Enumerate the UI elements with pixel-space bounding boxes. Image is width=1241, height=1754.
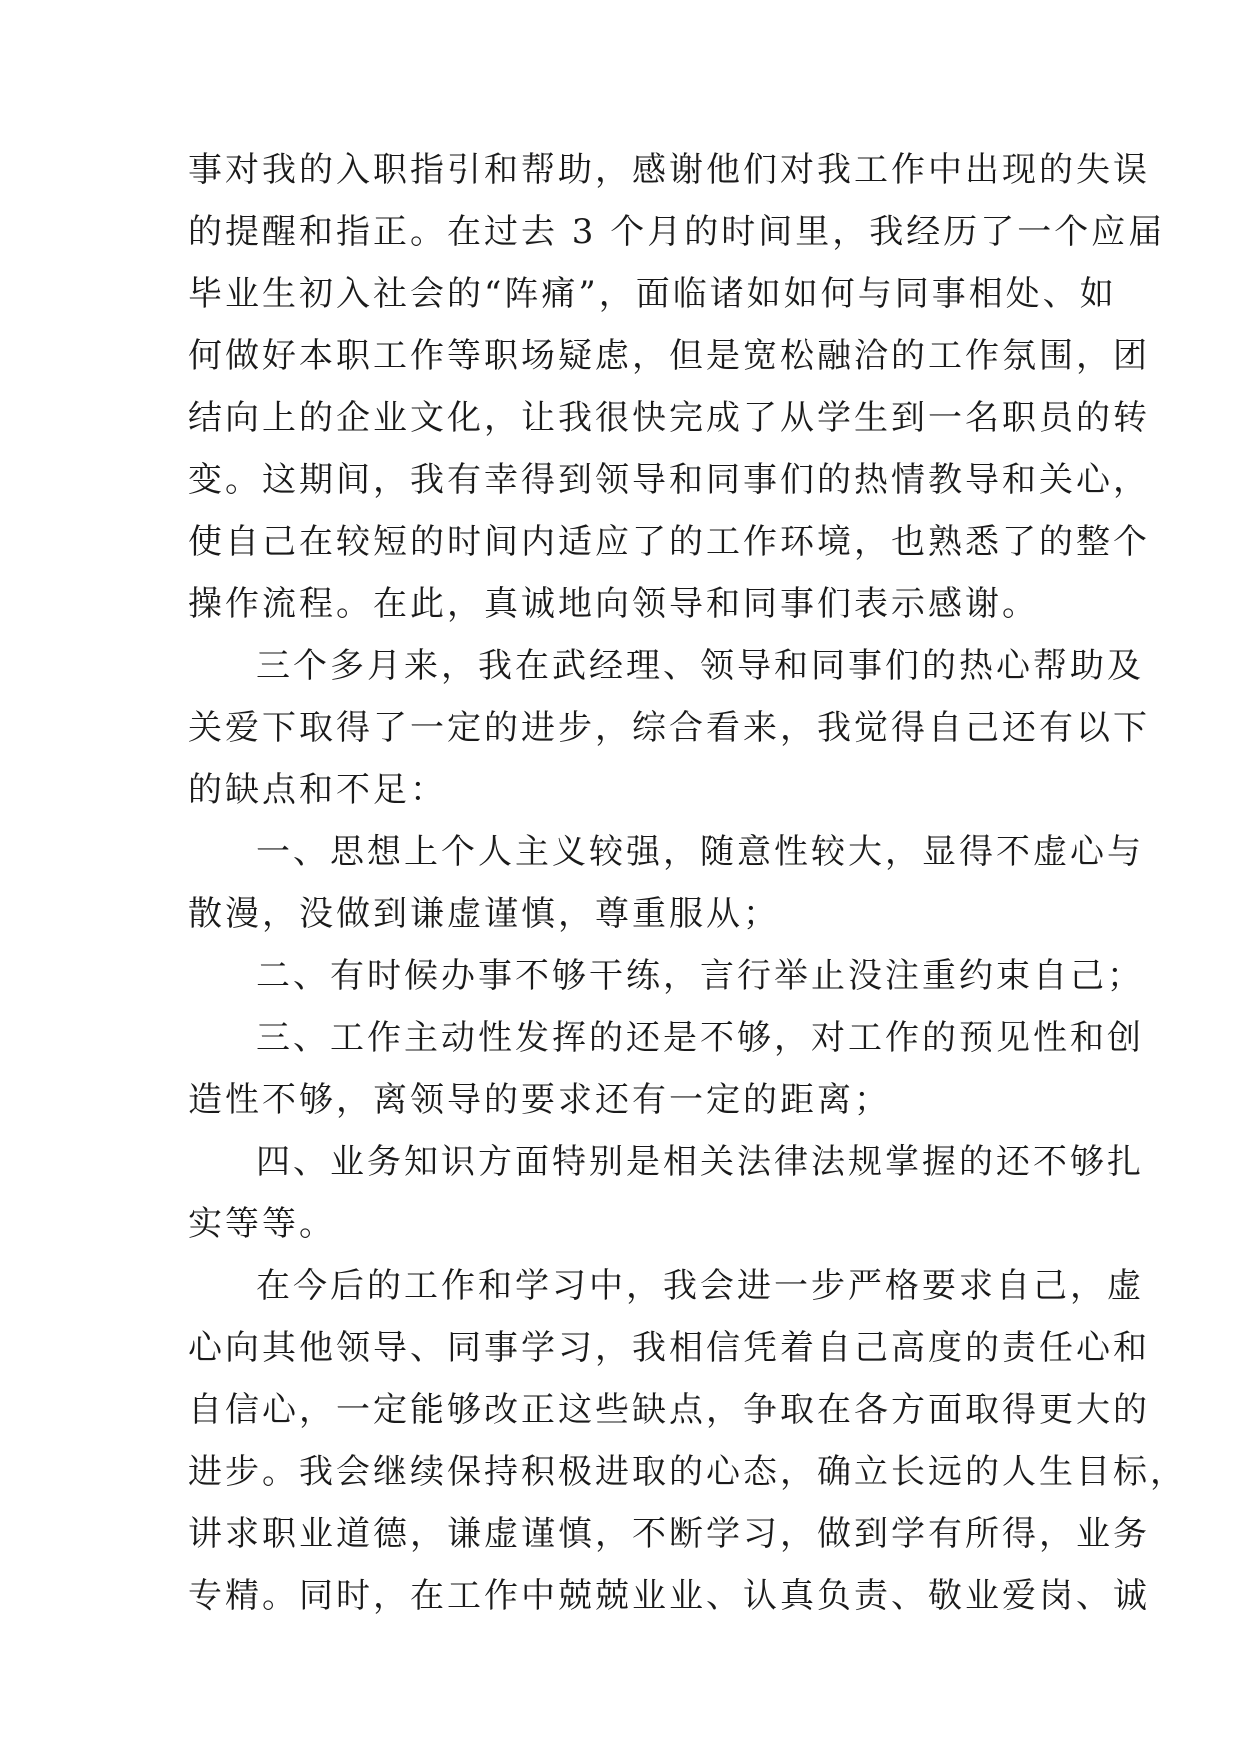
text-line: 毕业生初入社会的“阵痛”，面临诸如如何与同事相处、如 <box>188 274 1117 314</box>
list-item-first-line: 二、有时候办事不够干练，言行举止没注重约束自己； <box>256 956 1144 996</box>
text-line: 造性不够，离领导的要求还有一定的距离； <box>188 1080 891 1120</box>
text-line: 使自己在较短的时间内适应了的工作环境，也熟悉了的整个 <box>188 522 1150 562</box>
text-line: 关爱下取得了一定的进步，综合看来，我觉得自己还有以下 <box>188 708 1150 748</box>
text-line: 自信心，一定能够改正这些缺点，争取在各方面取得更大的 <box>188 1390 1150 1430</box>
text-line: 的提醒和指正。在过去 3 个月的时间里，我经历了一个应届 <box>188 212 1166 252</box>
text-line: 进步。我会继续保持积极进取的心态，确立长远的人生目标， <box>188 1452 1187 1492</box>
text-line: 的缺点和不足： <box>188 770 447 810</box>
text-line: 结向上的企业文化，让我很快完成了从学生到一名职员的转 <box>188 398 1150 438</box>
text-line: 专精。同时，在工作中兢兢业业、认真负责、敬业爱岗、诚 <box>188 1576 1150 1616</box>
text-line: 变。这期间，我有幸得到领导和同事们的热情教导和关心， <box>188 460 1150 500</box>
paragraph-first-line: 在今后的工作和学习中，我会进一步严格要求自己，虚 <box>256 1266 1144 1306</box>
text-line: 何做好本职工作等职场疑虑，但是宽松融洽的工作氛围，团 <box>188 336 1150 376</box>
text-line: 心向其他领导、同事学习，我相信凭着自己高度的责任心和 <box>188 1328 1150 1368</box>
text-line: 实等等。 <box>188 1204 336 1244</box>
text-line: 散漫，没做到谦虚谨慎，尊重服从； <box>188 894 780 934</box>
text-line: 讲求职业道德，谦虚谨慎，不断学习，做到学有所得，业务 <box>188 1514 1150 1554</box>
list-item-first-line: 四、业务知识方面特别是相关法律法规掌握的还不够扎 <box>256 1142 1144 1182</box>
list-item-first-line: 三、工作主动性发挥的还是不够，对工作的预见性和创 <box>256 1018 1144 1058</box>
list-item-first-line: 一、思想上个人主义较强，随意性较大，显得不虚心与 <box>256 832 1144 872</box>
text-line: 事对我的入职指引和帮助，感谢他们对我工作中出现的失误 <box>188 150 1150 190</box>
text-line: 操作流程。在此，真诚地向领导和同事们表示感谢。 <box>188 584 1039 624</box>
paragraph-first-line: 三个多月来，我在武经理、领导和同事们的热心帮助及 <box>256 646 1144 686</box>
